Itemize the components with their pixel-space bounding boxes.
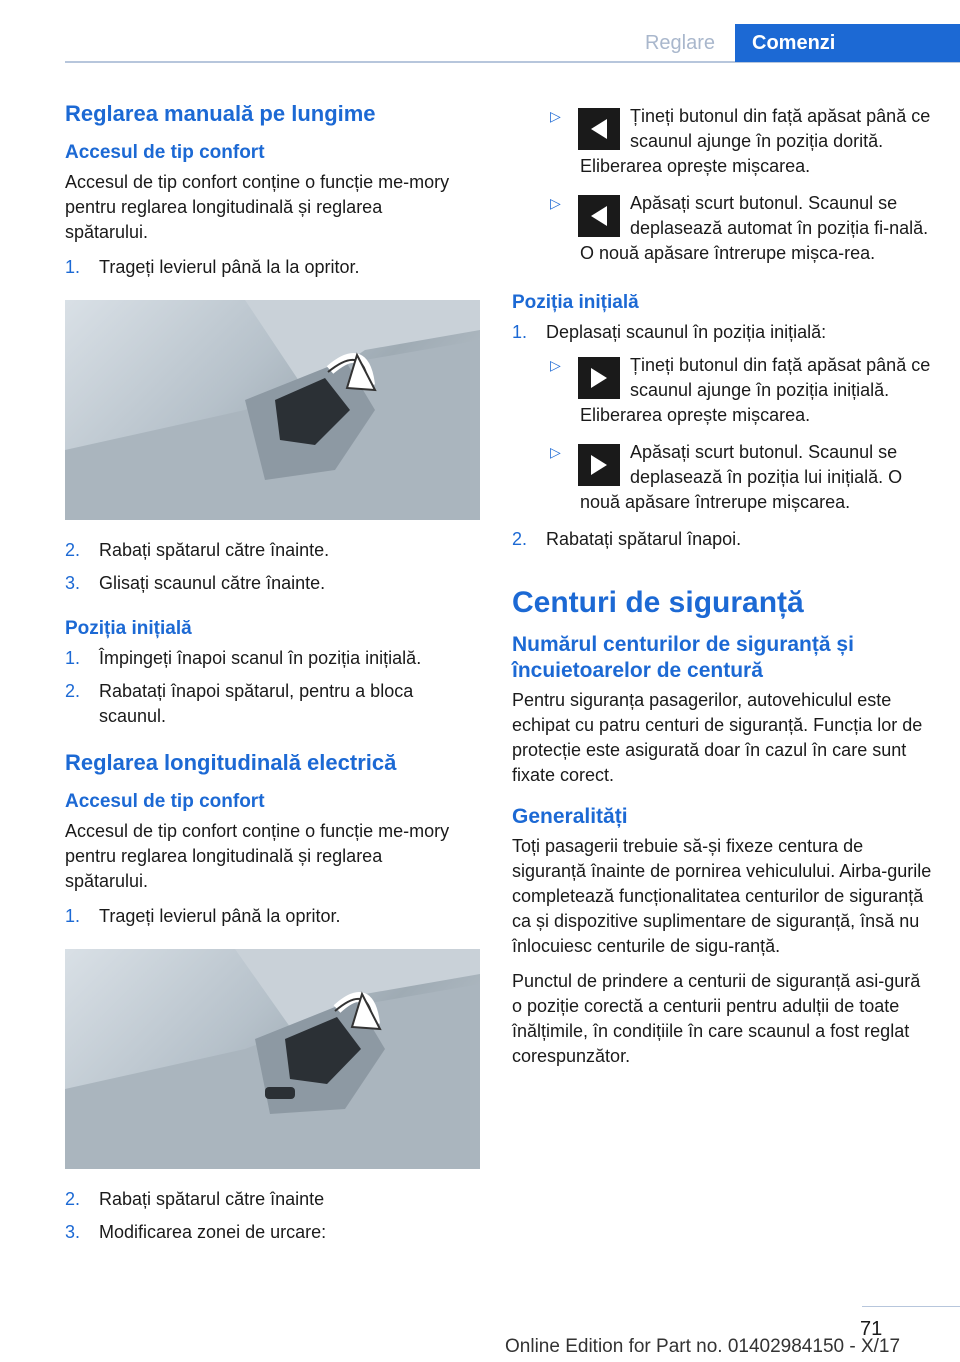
triangle-bullet-icon: ▷ bbox=[550, 357, 561, 373]
para-confort-2: Accesul de tip confort conține o funcție me-mory pentru reglarea longitudinală și reglarea spătarului. bbox=[65, 821, 450, 891]
bullet-hold-front: ▷ Țineți butonul din față apăsat până ce scaunul ajunge în poziția dorită. Eliberarea oprește mișcarea. bbox=[550, 106, 931, 176]
tab-reglare[interactable]: Reglare bbox=[644, 32, 716, 54]
left-column bbox=[65, 100, 465, 1253]
heading-pozitia-left: Poziția inițială bbox=[65, 618, 192, 639]
page-number: 71 bbox=[860, 1318, 883, 1340]
edition-footer: Online Edition for Part no. 01402984150 - X/17 bbox=[505, 1336, 901, 1357]
bullet-press-initial: ▷ Apăsați scurt butonul. Scaunul se deplasează în poziția lui inițială. O nouă apăsare întrerupe mișcarea. bbox=[550, 442, 903, 512]
para-general-1: Toți pasagerii trebuie să-și fixeze centura de siguranță înainte de pornirea vehiculului. Airba-gurile completează funcționalitatea centurilor de siguranță ca și dispozitive suplimentare de siguranță, însă nu înlocuiesc centurile de sigu-ranță. bbox=[512, 836, 932, 956]
para-numarul: Pentru siguranța pasagerilor, autovehiculul este echipat cu patru centuri de siguranță. Funcția lor de protecție este asigurată doar în cazul în care sunt fixate corect. bbox=[512, 690, 923, 785]
heading-pozitia-right: Poziția inițială bbox=[512, 292, 639, 313]
tab-comenzi[interactable]: Comenzi bbox=[735, 24, 960, 62]
step-r2: 2. Rabatați spătarul înapoi. bbox=[512, 529, 742, 549]
triangle-bullet-icon: ▷ bbox=[550, 108, 561, 124]
para-confort-1: Accesul de tip confort conține o funcție me-mory pentru reglarea longitudinală și reglarea spătarului. bbox=[65, 172, 450, 242]
heading-generalitati: Generalități bbox=[512, 805, 628, 828]
step-2a: 2. Rabați spătarul către înainte. bbox=[65, 540, 330, 560]
seat-lever-photo-1 bbox=[65, 300, 480, 520]
step-1b: 1. Trageți levierul până la opritor. bbox=[65, 906, 341, 926]
triangle-bullet-icon: ▷ bbox=[550, 444, 561, 460]
step-r1: 1. Deplasați scaunul în poziția inițială: bbox=[512, 322, 827, 342]
heading-electric: Reglarea longitudinală electrică bbox=[65, 750, 397, 775]
seat-lever-photo-2 bbox=[65, 949, 480, 1169]
bullet-hold-initial: ▷ Țineți butonul din față apăsat până ce scaunul ajunge în poziția inițială. Eliberarea oprește mișcarea. bbox=[550, 355, 931, 425]
heading-numarul: Numărul centurilor de siguranță și încuietoarelor de centură bbox=[512, 633, 854, 682]
footer-rule bbox=[862, 1306, 960, 1307]
arrow-left-icon bbox=[578, 108, 620, 150]
triangle-bullet-icon: ▷ bbox=[550, 195, 561, 211]
heading-confort-1: Accesul de tip confort bbox=[65, 142, 265, 163]
heading-centuri: Centuri de siguranță bbox=[512, 586, 804, 619]
arrow-right-icon bbox=[578, 444, 620, 486]
arrow-right-icon bbox=[578, 357, 620, 399]
step-3b: 3. Modificarea zonei de urcare: bbox=[65, 1222, 327, 1242]
arrow-left-icon bbox=[578, 195, 620, 237]
heading-confort-2: Accesul de tip confort bbox=[65, 791, 265, 812]
heading-manual: Reglarea manuală pe lungime bbox=[65, 101, 376, 126]
step-p1: 1. Împingeți înapoi scanul în poziția inițială. bbox=[65, 648, 422, 668]
step-p2: 2. Rabatați înapoi spătarul, pentru a bloca scaunul. bbox=[65, 681, 414, 726]
step-2b: 2. Rabați spătarul către înainte bbox=[65, 1189, 325, 1209]
bullet-press-short: ▷ Apăsați scurt butonul. Scaunul se deplasează automat în poziția fi-nală. O nouă apăsare întrerupe mișca-rea. bbox=[550, 193, 929, 263]
right-column bbox=[512, 104, 932, 1079]
step-3a: 3. Glisați scaunul către înainte. bbox=[65, 573, 326, 593]
para-general-2: Punctul de prindere a centurii de siguranță asi-gură o poziție corectă a centurii pentru adulții de toate înălțimile, în condițiile în care scaunul a fost reglat corespunzător. bbox=[512, 971, 921, 1066]
step-1a: 1. Trageți levierul până la la opritor. bbox=[65, 257, 360, 277]
